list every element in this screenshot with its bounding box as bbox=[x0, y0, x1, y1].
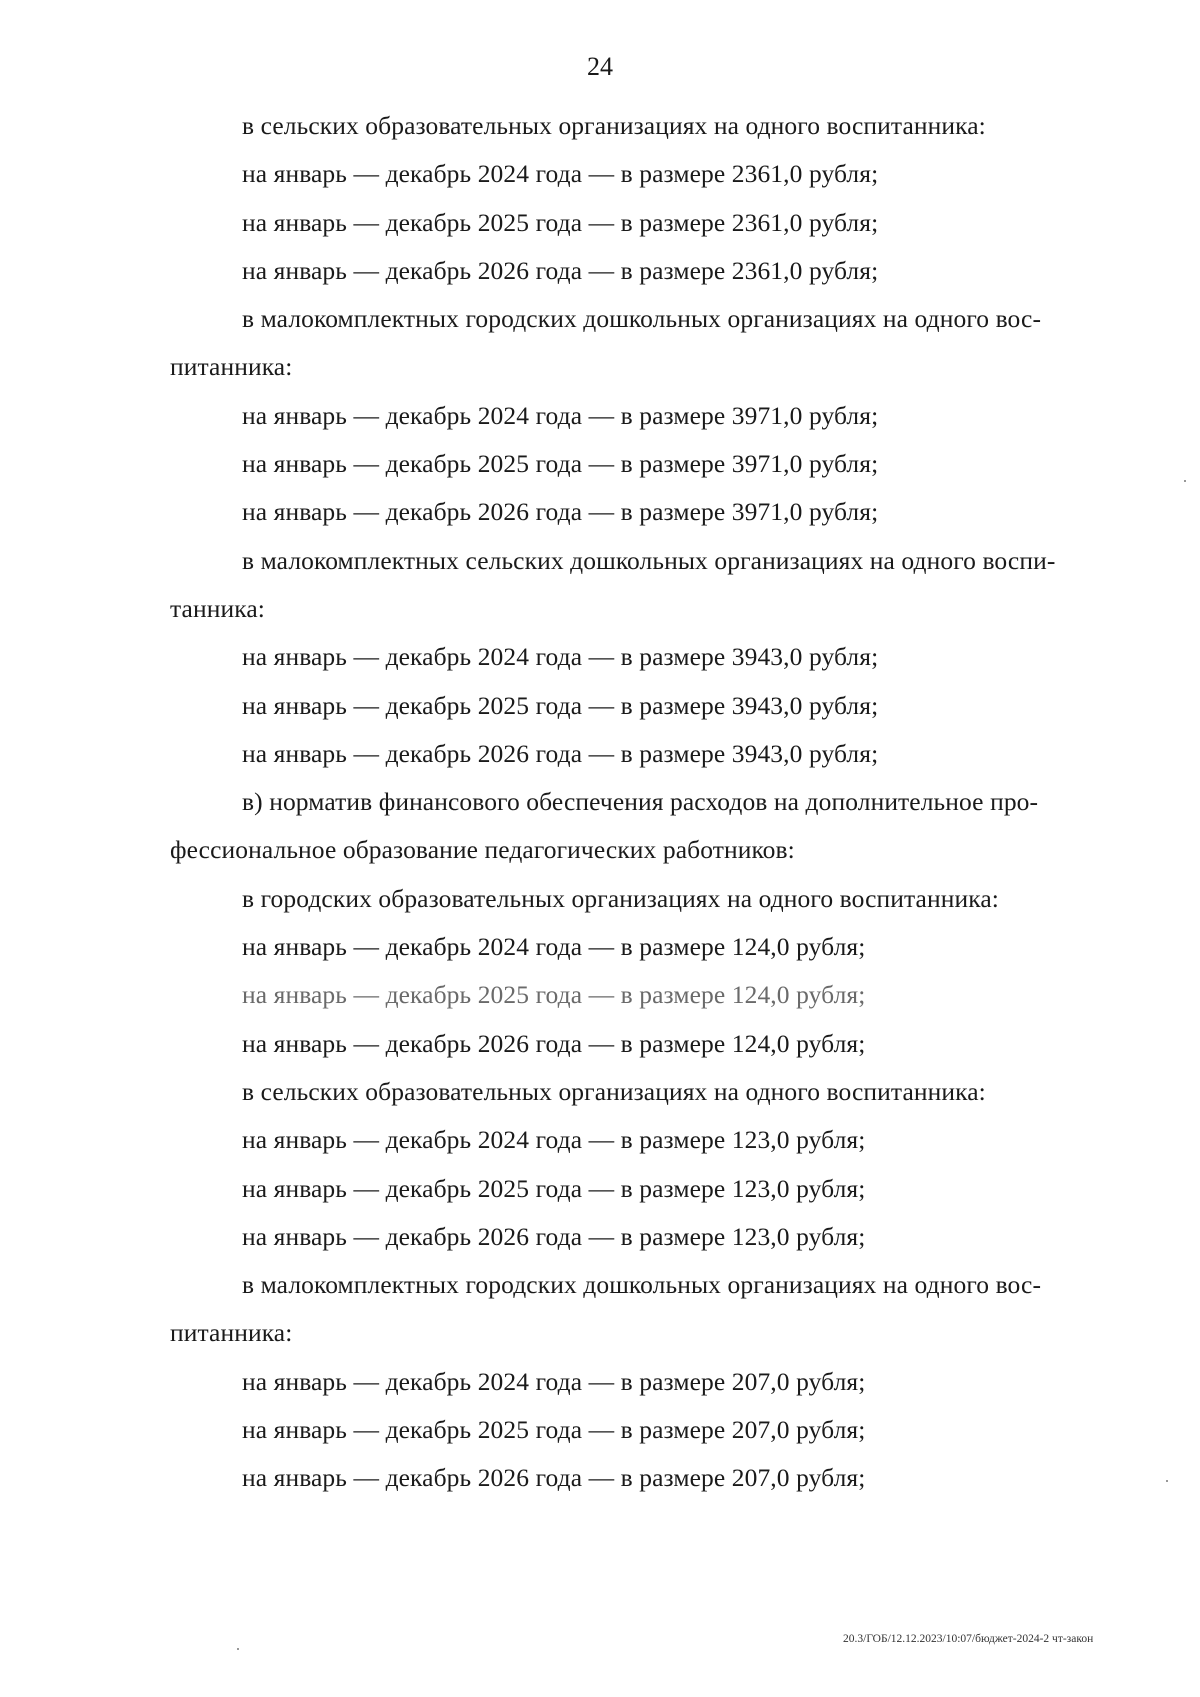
text-line: в городских образовательных организациях на одного воспитанника: bbox=[242, 883, 999, 913]
text-line: на январь — декабрь 2025 года — в размере 207,0 рубля; bbox=[242, 1415, 866, 1445]
text-line: в) норматив финансового обеспечения расходов на дополнительное про- bbox=[242, 787, 1039, 817]
text-line: на январь — декабрь 2026 года — в размере 207,0 рубля; bbox=[242, 1463, 866, 1493]
document-body bbox=[170, 102, 1130, 1503]
text-line: на январь — декабрь 2025 года — в размере 124,0 рубля; bbox=[242, 980, 866, 1010]
text-line: питанника: bbox=[170, 352, 293, 382]
text-line: на январь — декабрь 2024 года — в размере 207,0 рубля; bbox=[242, 1366, 866, 1396]
text-line: в малокомплектных сельских дошкольных организациях на одного воспи- bbox=[242, 545, 1056, 575]
scan-speck bbox=[1184, 480, 1186, 482]
text-line: на январь — декабрь 2024 года — в размере 3943,0 рубля; bbox=[242, 642, 879, 672]
text-line: танника: bbox=[170, 593, 265, 623]
text-line: на январь — декабрь 2026 года — в размере 3971,0 рубля; bbox=[242, 497, 879, 527]
text-line: на январь — декабрь 2024 года — в размере 3971,0 рубля; bbox=[242, 400, 879, 430]
text-line: на январь — декабрь 2026 года — в размере 2361,0 рубля; bbox=[242, 255, 879, 285]
text-line: на январь — декабрь 2025 года — в размере 3971,0 рубля; bbox=[242, 449, 879, 479]
text-line: на январь — декабрь 2024 года — в размере 2361,0 рубля; bbox=[242, 159, 879, 189]
text-line: в сельских образовательных организациях на одного воспитанника: bbox=[242, 1076, 986, 1106]
text-line: в малокомплектных городских дошкольных организациях на одного вос- bbox=[242, 304, 1042, 334]
scan-speck bbox=[237, 1648, 239, 1650]
footer-stamp: 20.3/ГОБ/12.12.2023/10:07/бюджет-2024-2 чт-закон bbox=[843, 1633, 1094, 1645]
text-line: на январь — декабрь 2024 года — в размере 123,0 рубля; bbox=[242, 1125, 866, 1155]
scan-speck bbox=[1166, 1480, 1168, 1482]
text-line: на январь — декабрь 2025 года — в размере 3943,0 рубля; bbox=[242, 690, 879, 720]
text-line: фессиональное образование педагогических работников: bbox=[170, 835, 795, 865]
text-line: в сельских образовательных организациях на одного воспитанника: bbox=[242, 111, 986, 140]
text-line: на январь — декабрь 2026 года — в размере 3943,0 рубля; bbox=[242, 738, 879, 768]
text-line: в малокомплектных городских дошкольных организациях на одного вос- bbox=[242, 1270, 1042, 1300]
text-line: на январь — декабрь 2024 года — в размере 124,0 рубля; bbox=[242, 932, 866, 962]
text-line: на январь — декабрь 2026 года — в размере 124,0 рубля; bbox=[242, 1028, 866, 1058]
text-line: на январь — декабрь 2025 года — в размере 123,0 рубля; bbox=[242, 1173, 866, 1203]
text-line: на январь — декабрь 2026 года — в размере 123,0 рубля; bbox=[242, 1221, 866, 1251]
text-line: на январь — декабрь 2025 года — в размере 2361,0 рубля; bbox=[242, 207, 879, 237]
text-line: питанника: bbox=[170, 1318, 293, 1348]
page-number: 24 bbox=[587, 52, 613, 81]
